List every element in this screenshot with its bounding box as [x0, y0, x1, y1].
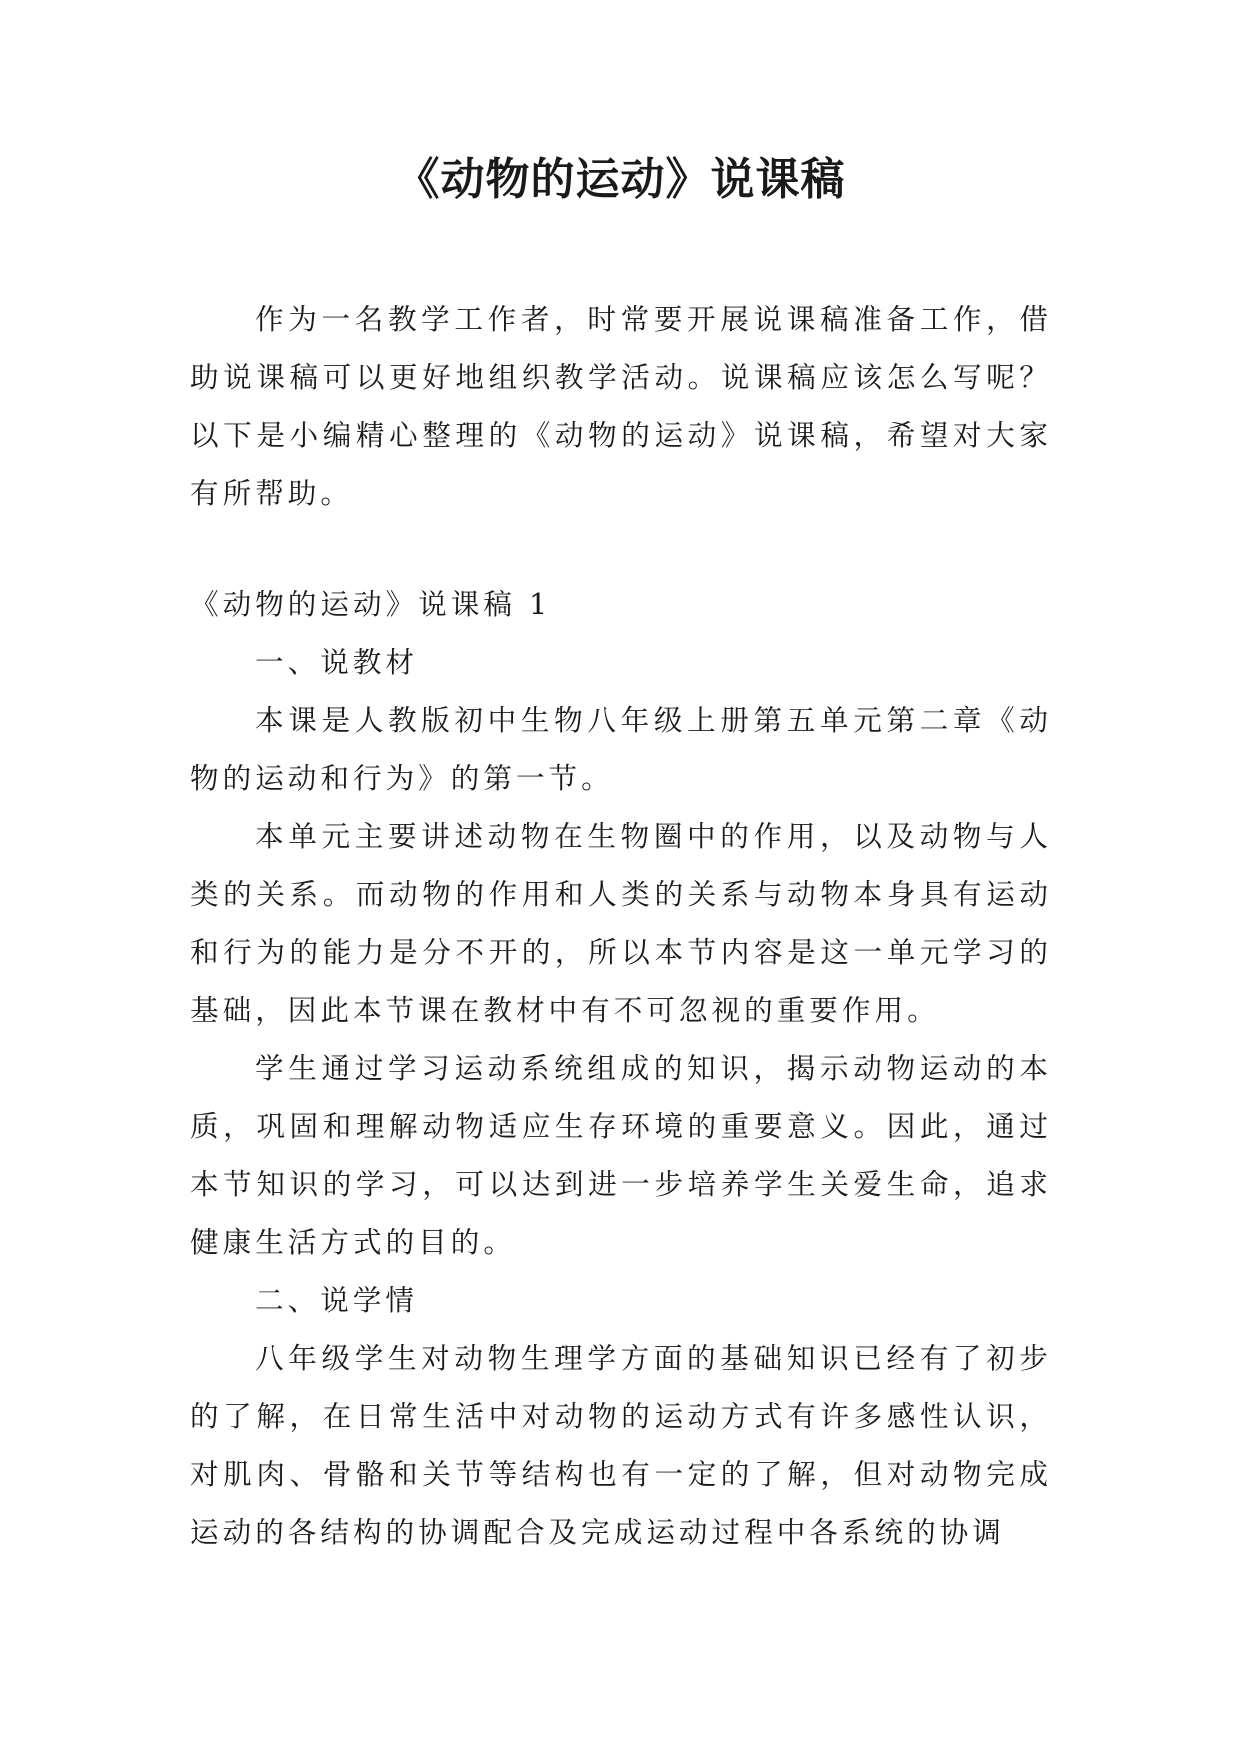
intro-paragraph: 作为一名教学工作者，时常要开展说课稿准备工作，借助说课稿可以更好地组织教学活动。说课稿应该怎么写呢？以下是小编精心整理的《动物的运动》说课稿，希望对大家有所帮助。 — [190, 302, 1052, 510]
document-title: 《动物的运动》说课稿 — [395, 154, 846, 205]
heading-students: 二、说学情 — [255, 1283, 418, 1317]
paragraph: 八年级学生对动物生理学方面的基础知识已经有了初步的了解，在日常生活中对动物的运动方式有许多感性认识，对肌肉、骨骼和关节等结构也有一定的了解，但对动物完成运动的各结构的协调配合及完成运动过程中各系统的协调 — [190, 1341, 1052, 1549]
paragraph: 本单元主要讲述动物在生物圈中的作用，以及动物与人类的关系。而动物的作用和人类的关系与动物本身具有运动和行为的能力是分不开的，所以本节内容是这一单元学习的基础，因此本节课在教材中有不可忽视的重要作用。 — [190, 819, 1052, 1027]
content-block — [190, 575, 1052, 1561]
paragraph: 本课是人教版初中生物八年级上册第五单元第二章《动物的运动和行为》的第一节。 — [190, 703, 1052, 795]
paragraph: 学生通过学习运动系统组成的知识，揭示动物运动的本质，巩固和理解动物适应生存环境的重要意义。因此，通过本节知识的学习，可以达到进一步培养学生关爱生命，追求健康生活方式的目的。 — [190, 1051, 1052, 1259]
heading-textbook: 一、说教材 — [255, 645, 418, 679]
intro-block — [190, 290, 1052, 522]
section-title: 《动物的运动》说课稿 1 — [190, 587, 552, 621]
